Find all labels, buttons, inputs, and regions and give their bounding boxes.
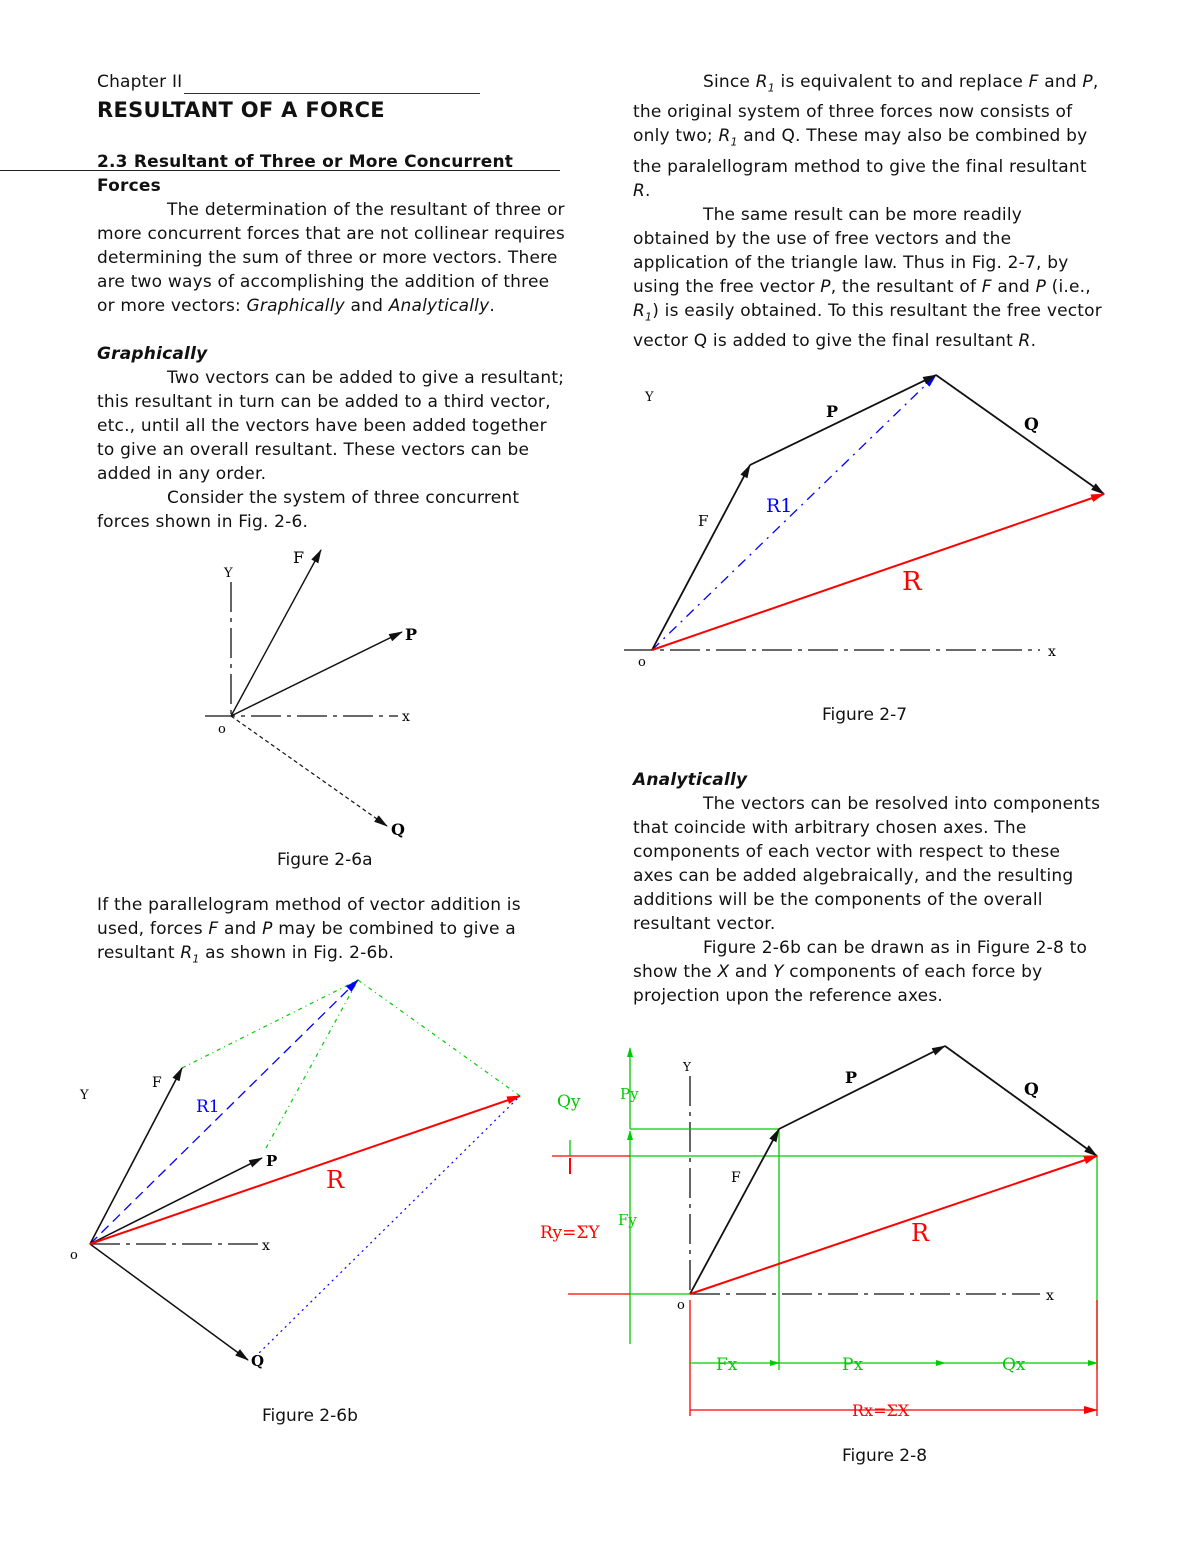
fig6b-label-P: P xyxy=(266,1152,278,1170)
caption-2-8: Figure 2-8 xyxy=(842,1446,928,1466)
fig8-vector-P xyxy=(779,1046,945,1129)
fig6b-label-o: o xyxy=(70,1248,78,1263)
fig7-label-o: o xyxy=(638,655,646,670)
fig7-label-R: R xyxy=(902,567,922,597)
fig8-label-Fy: Fy xyxy=(618,1211,637,1229)
fig6b-label-R1: R1 xyxy=(196,1097,220,1117)
graphically-paragraph-1: Two vectors can be added to give a resultant; this resultant in turn can be added to a third vector, etc., until all the vectors have been added together to give an overall resultant. These vectors can be added in any order. xyxy=(97,368,565,484)
fig6b-label-F: F xyxy=(152,1075,162,1091)
fig8-label-x: x xyxy=(1046,1288,1054,1304)
fig8-label-Py: Py xyxy=(620,1085,639,1103)
fig7-label-P: P xyxy=(826,402,839,421)
caption-2-6a: Figure 2-6a xyxy=(277,850,373,870)
fig6a-label-x: x xyxy=(402,709,410,725)
fig8-label-Q: Q xyxy=(1024,1080,1039,1100)
right-paragraph-1: Since $R_1$ is equivalent to and replace F and P, the original system of three forces now consists of only two; $R_1$ and Q. These may also be combined by the paralellogram method to give the final resultant R. xyxy=(633,72,1099,201)
parallelogram-paragraph: If the parallelogram method of vector addition is used, forces F and P may be combined to give a resultant $R_1$ as shown in Fig. 2-6b. xyxy=(97,895,521,966)
right-paragraph-2: The same result can be more readily obtained by the use of free vectors and the application of the triangle law. Thus in Fig. 2-7, by using the free vector P, the resultant of F and P (i.e., $R_1$) is easily obtained. To this resultant the free vector vector Q is added to give the final resultant R. xyxy=(633,204,1102,352)
graphically-paragraph-2: Consider the system of three concurrent forces shown in Fig. 2-6. xyxy=(97,488,520,532)
fig8-label-R: R xyxy=(911,1219,930,1247)
fig6a-label-F: F xyxy=(293,548,305,567)
fig6a-label-Q: Q xyxy=(391,820,405,839)
caption-2-6b: Figure 2-6b xyxy=(262,1406,358,1426)
fig8-label-y: Y xyxy=(683,1060,691,1074)
analytically-paragraph-2: Figure 2-6b can be drawn as in Figure 2-8 to show the X and Y components of each force by projection upon the reference axes. xyxy=(633,938,1088,1006)
page-title: RESULTANT OF A FORCE xyxy=(97,98,385,122)
fig7-label-x: x xyxy=(1048,644,1056,660)
fig8-vector-R xyxy=(690,1156,1097,1294)
fig8-label-Ry: Ry=ΣY xyxy=(540,1223,600,1243)
fig8-label-F: F xyxy=(731,1170,741,1186)
fig7-label-R1: R1 xyxy=(766,495,793,517)
chapter-label: Chapter II xyxy=(97,72,183,92)
fig6b-label-Q: Q xyxy=(251,1352,265,1370)
fig8-label-Fx: Fx xyxy=(716,1355,738,1375)
fig8-vector-Q xyxy=(945,1046,1097,1156)
fig6a-label-y: Y xyxy=(224,566,233,581)
fig6b-label-x: x xyxy=(262,1238,270,1254)
fig7-label-y: Y xyxy=(645,390,654,405)
fig8-label-Qx: Qx xyxy=(1002,1355,1026,1375)
fig8-label-Qy: Qy xyxy=(557,1092,581,1112)
fig6b-label-R: R xyxy=(326,1166,345,1194)
fig6a-label-o: o xyxy=(218,722,226,737)
section-intro: The determination of the resultant of three or more concurrent forces that are not collinear requires determining the sum of three or more vectors. There are two ways of accomplishing the addition of three or more vectors: Graphically and Analytically. xyxy=(97,200,565,316)
fig8-label-Rx: Rx=ΣX xyxy=(852,1401,910,1420)
analytically-paragraph-1: The vectors can be resolved into components that coincide with arbitrary chosen axes. The components of each vector with respect to these axes can be added algebraically, and the resulting additions will be the components of the overall resultant vector. xyxy=(633,794,1101,934)
fig6a-label-P: P xyxy=(405,625,418,644)
graphically-heading: Graphically xyxy=(97,344,208,364)
fig8-label-o: o xyxy=(677,1298,685,1313)
analytically-heading: Analytically xyxy=(633,770,748,790)
caption-2-7: Figure 2-7 xyxy=(822,705,908,725)
fig8-label-P: P xyxy=(845,1068,858,1087)
fig8-label-Px: Px xyxy=(842,1355,864,1375)
fig7-label-F: F xyxy=(698,512,709,530)
fig6b-label-y: Y xyxy=(80,1088,89,1103)
section-heading: 2.3 Resultant of Three or More Concurrent Forces xyxy=(97,152,514,196)
fig7-label-Q: Q xyxy=(1024,415,1039,435)
